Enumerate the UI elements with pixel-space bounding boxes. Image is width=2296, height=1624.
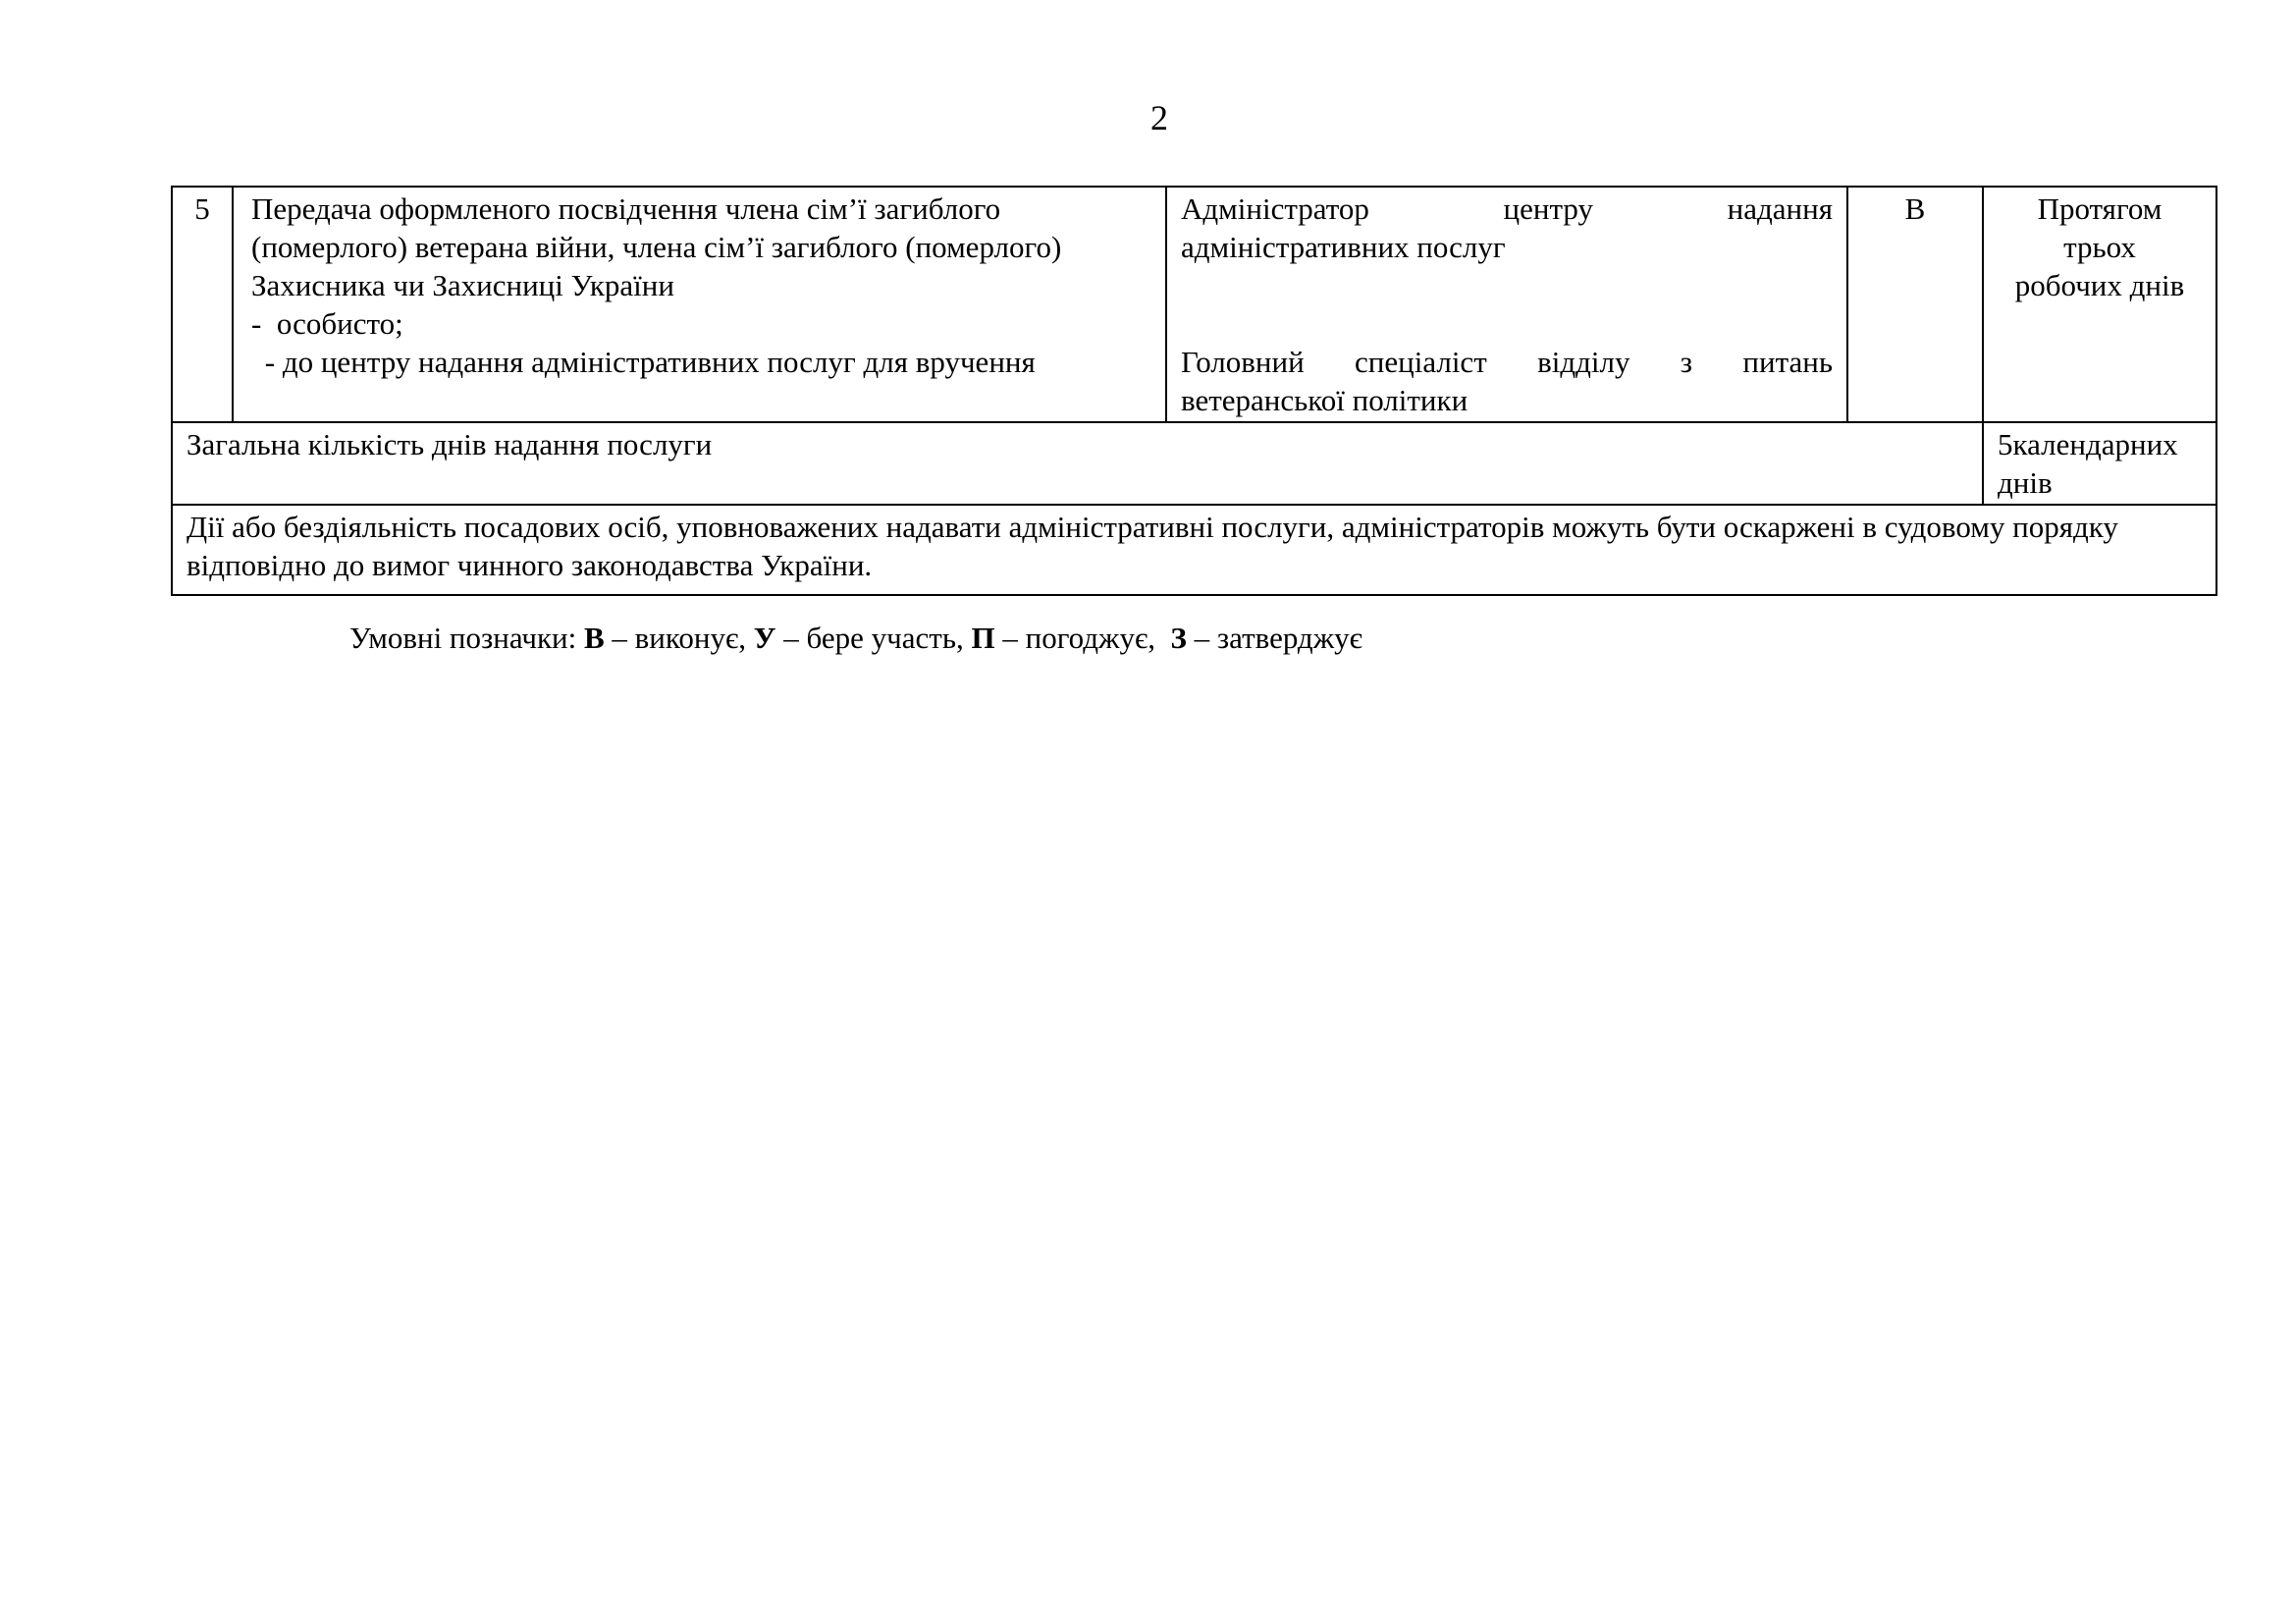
responsible-1-line-2: адміністративних послуг <box>1181 230 1506 264</box>
table-row-appeal <box>172 505 2216 595</box>
responsible-1-line-1: Адміністратор центру надання <box>1181 191 1833 226</box>
step-action-code: В <box>1847 187 1983 422</box>
total-value-line-1: 5календарних <box>1998 427 2178 461</box>
description-line-5: - до центру надання адміністративних послуг для вручення <box>257 345 1036 379</box>
responsible-2-line-2: ветеранської політики <box>1181 383 1468 417</box>
legend-code-v: В <box>583 621 605 655</box>
appeal-text: Дії або бездіяльність посадових осіб, уповноважених надавати адміністративні послуги, адміністраторів можуть бути оскаржені в судовому порядку відповідно до вимог чинного законодавства України. <box>172 505 2216 595</box>
description-line-4: - особисто; <box>251 306 403 341</box>
total-value-line-2: днів <box>1998 465 2053 500</box>
legend-text-u: – бере участь, <box>775 621 972 655</box>
term-line-3: робочих днів <box>2014 268 2185 302</box>
term-line-1: Протягом <box>2037 191 2163 226</box>
legend-text-v: – виконує, <box>604 621 754 655</box>
description-line-2: (померлого) ветерана війни, члена сім’ї загиблого (померлого) <box>251 230 1062 264</box>
responsible-spacer <box>1181 266 1833 343</box>
step-description <box>233 187 1166 422</box>
legend-prefix: Умовні позначки: <box>349 621 584 655</box>
description-line-1: Передача оформленого посвідчення члена сім’ї загиблого <box>251 191 1001 226</box>
total-label: Загальна кількість днів надання послуги <box>172 422 1983 505</box>
legend-text-z: – затверджує <box>1186 621 1362 655</box>
description-line-3: Захисника чи Захисниці України <box>251 268 674 302</box>
table-row-total <box>172 422 2216 505</box>
responsible-2-line-1: Головний спеціаліст відділу з питань <box>1181 345 1833 379</box>
legend-code-u: У <box>753 621 776 655</box>
legend-text-p: – погоджує, <box>994 621 1171 655</box>
service-steps-table <box>171 186 2217 596</box>
legend <box>349 619 1362 658</box>
step-term <box>1983 187 2216 422</box>
legend-code-z: З <box>1170 621 1187 655</box>
table-row-step-5 <box>172 187 2216 422</box>
legend-code-p: П <box>971 621 995 655</box>
page-number: 2 <box>1150 98 1168 137</box>
step-number: 5 <box>172 187 233 422</box>
total-value <box>1983 422 2216 505</box>
term-line-2: трьох <box>2063 230 2136 264</box>
step-responsible <box>1166 187 1847 422</box>
